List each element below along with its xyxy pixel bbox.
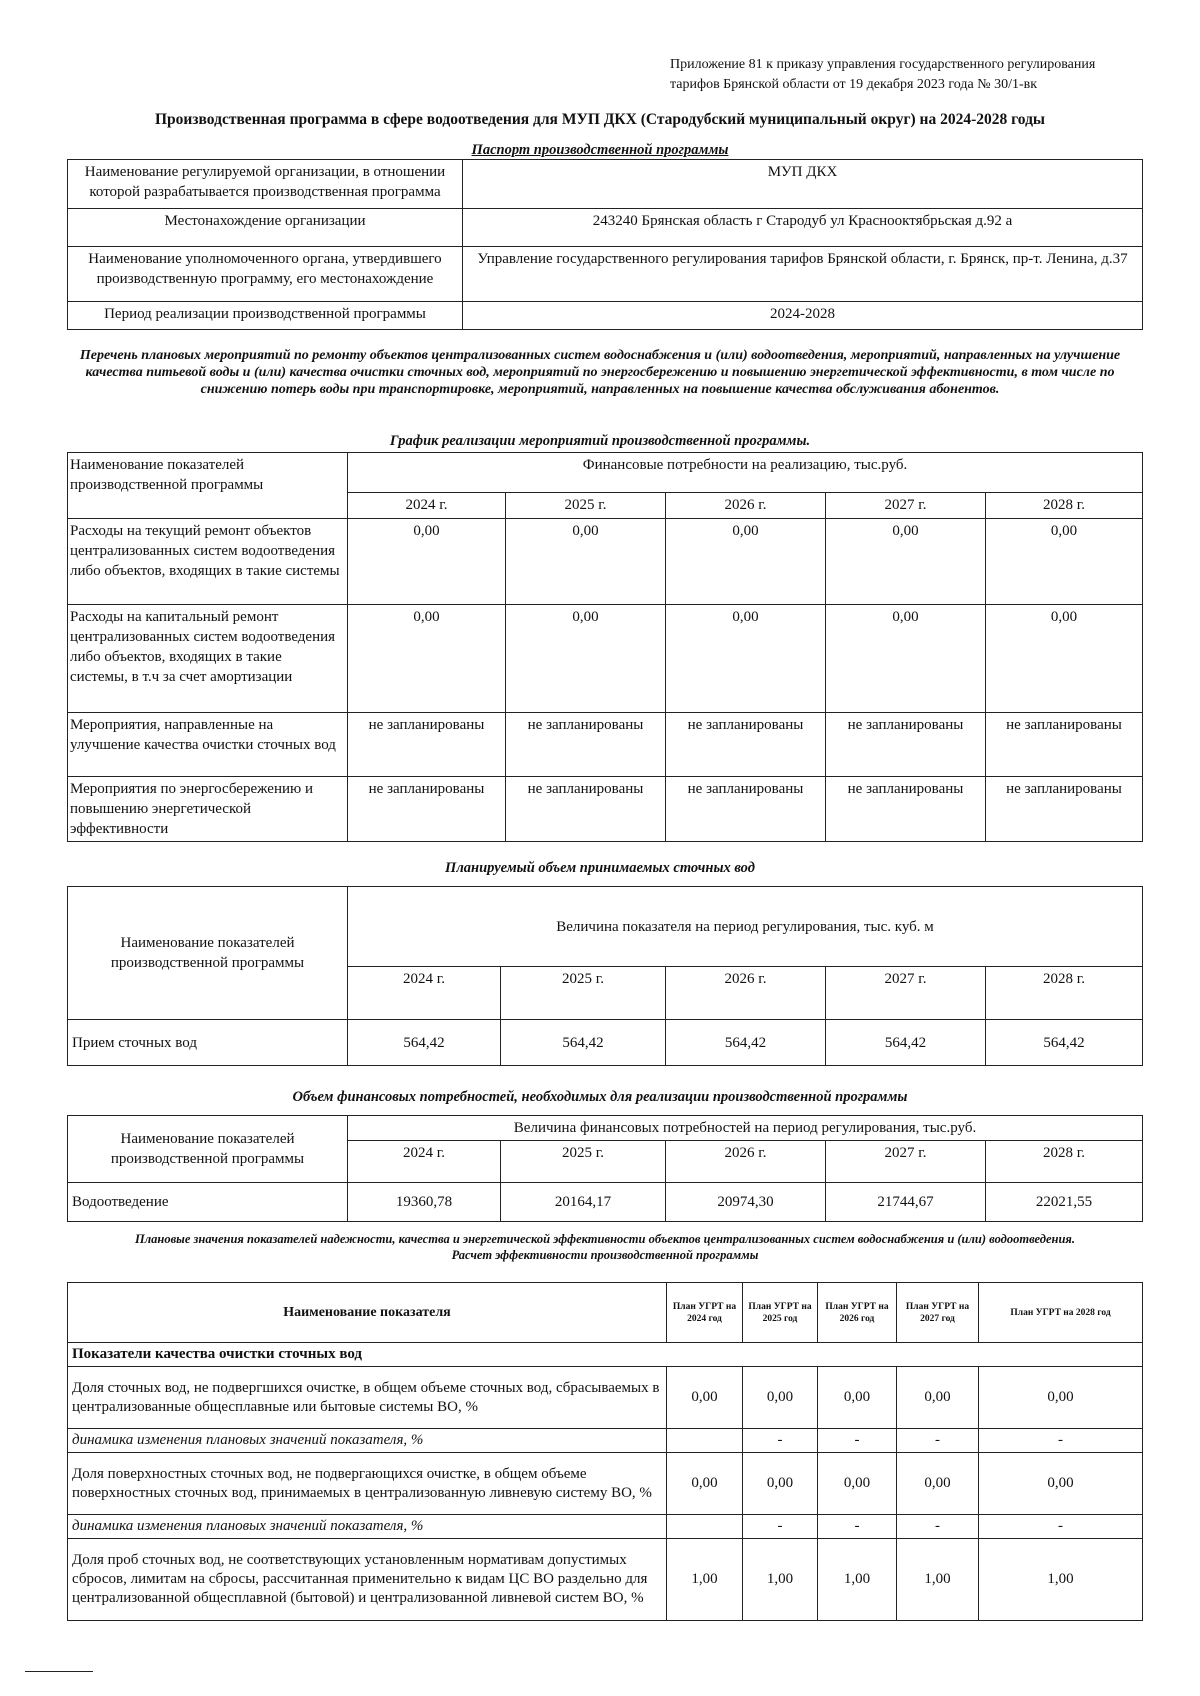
- year-head: 2026 г.: [666, 493, 826, 519]
- cell-value: 564,42: [826, 1020, 986, 1066]
- finance-table: [67, 1115, 1143, 1222]
- cell-value: 0,00: [666, 605, 826, 713]
- table-row: [68, 1020, 1143, 1066]
- volume-group-head: Величина показателя на период регулирования, тыс. куб. м: [348, 887, 1143, 967]
- appendix-line-2: тарифов Брянской области от 19 декабря 2023 года № 30/1-вк: [670, 77, 1038, 92]
- appendix-line-1: Приложение 81 к приказу управления государственного регулирования: [670, 57, 1096, 72]
- passport-label: Период реализации производственной программы: [68, 302, 463, 330]
- cell-value: не запланированы: [666, 713, 826, 777]
- dynamics-row: [68, 1429, 1143, 1453]
- cell-value: -: [743, 1429, 818, 1453]
- plan-year-head: План УГРТ на 2024 год: [667, 1283, 743, 1343]
- cell-value: 0,00: [818, 1367, 897, 1429]
- schedule-group-head: Финансовые потребности на реализацию, тыс.руб.: [348, 453, 1143, 493]
- document-title: Производственная программа в сфере водоотведения для МУП ДКХ (Стародубский муниципальный округ) на 2024-2028 годы: [154, 111, 1046, 128]
- passport-row: [68, 209, 1143, 247]
- year-head: 2025 г.: [501, 967, 666, 1020]
- finance-caption: Объем финансовых потребностей, необходимых для реализации производственной программы: [292, 1089, 908, 1105]
- efficiency-caption-1: Плановые значения показателей надежности, качества и энергетической эффективности объектов централизованных систем водоснабжения и (или) водоотведения.: [135, 1232, 1075, 1246]
- cell-value: 20164,17: [501, 1183, 666, 1222]
- schedule-col-head: Наименование показателей производственной программы: [68, 453, 348, 519]
- passport-label: Наименование регулируемой организации, в отношении которой разрабатывается производственная программа: [68, 160, 463, 209]
- cell-value: [667, 1429, 743, 1453]
- efficiency-caption: [60, 1231, 1150, 1263]
- table-row: [68, 1183, 1143, 1222]
- passport-row: [68, 247, 1143, 302]
- passport-row: [68, 302, 1143, 330]
- cell-value: не запланированы: [826, 713, 986, 777]
- passport-table: [67, 159, 1143, 330]
- cell-value: 1,00: [818, 1539, 897, 1621]
- row-label: Расходы на капитальный ремонт централизованных систем водоотведения либо объектов, входящих в такие системы, в т.ч за счет амортизации: [68, 605, 348, 713]
- cell-value: 0,00: [667, 1453, 743, 1515]
- cell-value: [667, 1515, 743, 1539]
- efficiency-col-head: Наименование показателя: [68, 1283, 667, 1343]
- row-label: Расходы на текущий ремонт объектов централизованных систем водоотведения либо объектов, входящих в такие системы: [68, 519, 348, 605]
- row-label: Доля проб сточных вод, не соответствующих установленным нормативам допустимых сбросов, лимитам на сбросы, рассчитанная применительно к видам ЦС ВО раздельно для централизованной общесплавной (бытовой) и централизованной ливневой систем ВО, %: [68, 1539, 667, 1621]
- cell-value: 0,00: [743, 1453, 818, 1515]
- volume-col-head: Наименование показателей производственной программы: [68, 887, 348, 1020]
- cell-value: 564,42: [666, 1020, 826, 1066]
- plan-year-head: План УГРТ на 2026 год: [818, 1283, 897, 1343]
- cell-value: -: [979, 1515, 1143, 1539]
- passport-label: Местонахождение организации: [68, 209, 463, 247]
- plan-year-head: План УГРТ на 2028 год: [979, 1283, 1143, 1343]
- cell-value: 1,00: [667, 1539, 743, 1621]
- cell-value: 0,00: [897, 1367, 979, 1429]
- cell-value: 21744,67: [826, 1183, 986, 1222]
- cell-value: не запланированы: [348, 713, 506, 777]
- table-row: [68, 1367, 1143, 1429]
- cell-value: 20974,30: [666, 1183, 826, 1222]
- cell-value: 564,42: [348, 1020, 501, 1066]
- passport-value: МУП ДКХ: [463, 160, 1143, 209]
- dynamics-label: динамика изменения плановых значений показателя, %: [68, 1515, 667, 1539]
- finance-group-head: Величина финансовых потребностей на период регулирования, тыс.руб.: [348, 1116, 1143, 1141]
- cell-value: -: [818, 1515, 897, 1539]
- cell-value: 0,00: [826, 519, 986, 605]
- cell-value: не запланированы: [666, 777, 826, 842]
- cell-value: 0,00: [979, 1453, 1143, 1515]
- measures-caption: Перечень плановых мероприятий по ремонту объектов централизованных систем водоснабжения и (или) водоотведения, мероприятий, направленных на улучшение качества питьевой воды и (или) качества очистки сточных вод, мероприятий по энергосбережению и повышению энергетической эффективности, в том числе по снижению потерь воды при транспортировке, мероприятий, направленных на повышение качества обслуживания абонентов.: [79, 348, 1121, 397]
- row-label: Прием сточных вод: [68, 1020, 348, 1066]
- year-head: 2026 г.: [666, 967, 826, 1020]
- table-row: [68, 1539, 1143, 1621]
- cell-value: не запланированы: [826, 777, 986, 842]
- passport-value: 243240 Брянская область г Стародуб ул Краснооктябрьская д.92 а: [463, 209, 1143, 247]
- footnote-rule: [25, 1671, 93, 1672]
- plan-year-head: План УГРТ на 2025 год: [743, 1283, 818, 1343]
- cell-value: -: [979, 1429, 1143, 1453]
- cell-value: 564,42: [986, 1020, 1143, 1066]
- efficiency-table: [67, 1282, 1143, 1621]
- cell-value: не запланированы: [986, 713, 1143, 777]
- cell-value: не запланированы: [506, 713, 666, 777]
- cell-value: не запланированы: [506, 777, 666, 842]
- year-head: 2024 г.: [348, 1141, 501, 1183]
- cell-value: 0,00: [348, 519, 506, 605]
- year-head: 2027 г.: [826, 1141, 986, 1183]
- cell-value: 0,00: [826, 605, 986, 713]
- row-label: Мероприятия по энергосбережению и повышению энергетической эффективности: [68, 777, 348, 842]
- year-head: 2028 г.: [986, 967, 1143, 1020]
- cell-value: 0,00: [666, 519, 826, 605]
- schedule-table: [67, 452, 1143, 842]
- passport-label: Наименование уполномоченного органа, утвердившего производственную программу, его местонахождение: [68, 247, 463, 302]
- passport-row: [68, 160, 1143, 209]
- year-head: 2026 г.: [666, 1141, 826, 1183]
- plan-year-head: План УГРТ на 2027 год: [897, 1283, 979, 1343]
- cell-value: 0,00: [979, 1367, 1143, 1429]
- cell-value: 0,00: [743, 1367, 818, 1429]
- volume-table: [67, 886, 1143, 1066]
- volume-caption: Планируемый объем принимаемых сточных вод: [445, 860, 755, 876]
- cell-value: 0,00: [986, 605, 1143, 713]
- dynamics-row: [68, 1515, 1143, 1539]
- year-head: 2028 г.: [986, 1141, 1143, 1183]
- table-row: [68, 777, 1143, 842]
- cell-value: 1,00: [743, 1539, 818, 1621]
- year-head: 2028 г.: [986, 493, 1143, 519]
- finance-col-head: Наименование показателей производственной программы: [68, 1116, 348, 1183]
- row-label: Водоотведение: [68, 1183, 348, 1222]
- cell-value: -: [743, 1515, 818, 1539]
- cell-value: 0,00: [506, 605, 666, 713]
- dynamics-label: динамика изменения плановых значений показателя, %: [68, 1429, 667, 1453]
- year-head: 2027 г.: [826, 967, 986, 1020]
- cell-value: -: [818, 1429, 897, 1453]
- section-heading: Показатели качества очистки сточных вод: [68, 1343, 1143, 1367]
- cell-value: 0,00: [986, 519, 1143, 605]
- cell-value: 1,00: [897, 1539, 979, 1621]
- cell-value: 19360,78: [348, 1183, 501, 1222]
- schedule-caption: График реализации мероприятий производственной программы.: [389, 433, 811, 449]
- cell-value: не запланированы: [986, 777, 1143, 842]
- passport-caption: Паспорт производственной программы: [471, 142, 729, 158]
- appendix-note: [670, 55, 1150, 95]
- cell-value: не запланированы: [348, 777, 506, 842]
- cell-value: 0,00: [897, 1453, 979, 1515]
- efficiency-caption-2: Расчет эффективности производственной программы: [451, 1248, 759, 1262]
- passport-value: 2024-2028: [463, 302, 1143, 330]
- year-head: 2025 г.: [506, 493, 666, 519]
- year-head: 2024 г.: [348, 967, 501, 1020]
- cell-value: 0,00: [506, 519, 666, 605]
- year-head: 2025 г.: [501, 1141, 666, 1183]
- row-label: Доля поверхностных сточных вод, не подвергающихся очистке, в общем объеме поверхностных сточных вод, принимаемых в централизованную ливневую систему ВО, %: [68, 1453, 667, 1515]
- cell-value: -: [897, 1429, 979, 1453]
- year-head: 2027 г.: [826, 493, 986, 519]
- table-row: [68, 713, 1143, 777]
- table-row: [68, 605, 1143, 713]
- cell-value: 1,00: [979, 1539, 1143, 1621]
- cell-value: 0,00: [348, 605, 506, 713]
- table-row: [68, 1453, 1143, 1515]
- cell-value: -: [897, 1515, 979, 1539]
- cell-value: 0,00: [667, 1367, 743, 1429]
- row-label: Мероприятия, направленные на улучшение качества очистки сточных вод: [68, 713, 348, 777]
- cell-value: 564,42: [501, 1020, 666, 1066]
- cell-value: 0,00: [818, 1453, 897, 1515]
- row-label: Доля сточных вод, не подвергшихся очистке, в общем объеме сточных вод, сбрасываемых в централизованные общесплавные или бытовые системы ВО, %: [68, 1367, 667, 1429]
- table-row: [68, 519, 1143, 605]
- year-head: 2024 г.: [348, 493, 506, 519]
- cell-value: 22021,55: [986, 1183, 1143, 1222]
- passport-value: Управление государственного регулирования тарифов Брянской области, г. Брянск, пр-т. Ленина, д.37: [463, 247, 1143, 302]
